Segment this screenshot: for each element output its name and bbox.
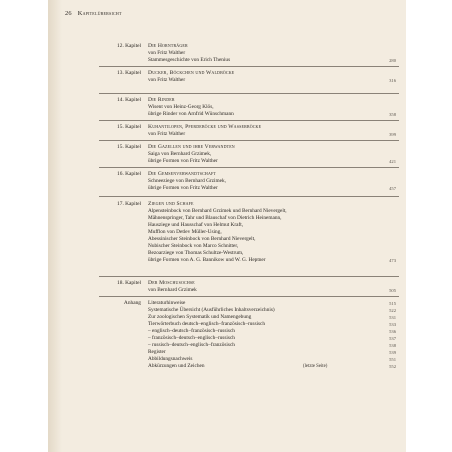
page-numbers [346,144,396,165]
entry-lines [148,201,376,264]
entry-line: Tierwörterbuch deutsch–englisch–französisch–russisch [148,321,266,327]
entry-line: übrige Formen von Fritz Walther [148,158,218,164]
page-number-ref [346,250,396,257]
chapter-title: Die Gazellen und ihre Verwandten [148,144,235,150]
entry-line: Bezoarziege von Thomas Schultze-Westrum, [148,250,244,256]
page-number-ref [346,70,396,77]
page-number-ref [346,215,396,222]
page-numbers [346,201,396,264]
entry-line: von Fritz Walther [148,77,186,83]
chapter-title: Der Moschusochse [148,280,195,286]
page-numbers [346,43,396,64]
entry-line: Hausziege und Hausschaf von Helmut Kraft, [148,222,244,228]
page-number-ref: 358 [389,112,396,117]
section-divider [99,120,399,121]
entry-line: Literaturhinweise [148,300,186,306]
entry-line: Systematische Übersicht (Ausführliches Inhaltsverzeichnis) [148,307,275,313]
chapter-label: 15. Kapitel [117,144,141,150]
entry-line: Mähnenspringer, Tahr und Blauschaf von Dietrich Heinemann, [148,215,282,221]
page-number-ref [346,151,396,158]
entry-line: Nubischer Steinbock von Marco Schnitter, [148,243,239,249]
page-number-ref [346,144,396,151]
page-numbers [346,70,396,84]
section-divider [99,140,399,141]
entry-line: Schneeziege von Bernhard Grzimek, [148,178,226,184]
section-divider [99,276,399,277]
page-number-ref: 515 [389,301,396,306]
entry-line: übrige Rinder von Arnfrid Wünschmann [148,111,234,117]
section-divider [99,93,399,94]
page-number-ref: 316 [389,78,396,83]
page-numbers [346,280,396,294]
entry-line: übrige Formen von Fritz Walther [148,185,218,191]
entry-line: von Fritz Walther [148,131,186,137]
chapter-title: Kuhantilopen, Pferdeböcke und Wasserböcke [148,124,262,130]
entry-lines [148,70,376,84]
chapter-label: 16. Kapitel [117,171,141,177]
entry-line: Saiga von Bernhard Grzimek, [148,151,212,157]
entry-line: Stammesgeschichte von Erich Thenius [148,57,231,63]
chapter-title: Ducker, Böckchen und Waldböcke [148,70,235,76]
page-number-ref [346,208,396,215]
chapter-label: 14. Kapitel [117,97,141,103]
page-numbers [346,171,396,192]
page-number-ref [346,229,396,236]
chapter-title: Ziegen und Schafe [148,201,194,207]
page-number-ref: 505 [389,288,396,293]
section-divider [99,66,399,67]
entry-line: Register [148,349,166,355]
page-number-ref [346,124,396,131]
entry-lines [148,280,376,294]
page-number-ref: 457 [389,186,396,191]
page-number-ref [346,280,396,287]
running-title: Kapitelübersicht [77,10,122,17]
entry-line: – russisch–deutsch–englisch–französisch [148,342,235,348]
chapter-title: Die Gemsenverwandtschaft [148,171,216,177]
chapter-title: Die Hornträger [148,43,188,49]
entry-line: übrige Formen von A. G. Bannikow und W. G. Heptner [148,257,266,263]
page-number-ref: 531 [389,315,396,320]
section-divider [99,167,399,168]
page-header [65,10,122,17]
page-number-ref [346,243,396,250]
entry-line: Mufflon von Detlev Müller-Using, [148,229,222,235]
page-numbers [346,97,396,118]
section-divider [99,296,399,297]
page-number-ref [346,201,396,208]
page-number-ref: 552 [389,364,396,369]
chapter-label: 13. Kapitel [117,70,141,76]
entry-line: – englisch–deutsch–französisch–russisch [148,328,235,334]
page-number-ref: 538 [389,343,396,348]
page-number-ref [346,171,396,178]
entry-line: Abkürzungen und Zeichen [148,363,205,369]
entry-line: Abbildungsnachweis [148,356,193,362]
chapter-label: 17. Kapitel [117,201,141,207]
chapter-label: 12. Kapitel [117,43,141,49]
entry-lines [148,144,376,165]
entry-lines [148,97,376,118]
entry-line: Alpensteinbock von Bernhard Grzimek und Bernhard Nievergelt, [148,208,287,214]
entry-line: von Bernhard Grzimek [148,287,197,293]
page-gutter-shadow [48,0,62,452]
page-number-ref: 533 [389,322,396,327]
page-number-ref [346,222,396,229]
chapter-label: Anhang [123,300,141,306]
entry-line: Abessinischer Steinbock von Bernhard Nievergelt, [148,236,256,242]
chapter-label: 18. Kapitel [117,280,141,286]
page-number-ref: 280 [389,58,396,63]
entry-lines [148,124,376,138]
section-divider [99,196,399,197]
page-number-ref: 522 [389,308,396,313]
page-number-ref: 551 [389,357,396,362]
entry-lines [148,300,376,370]
page-number-ref: 536 [389,329,396,334]
entry-line: von Fritz Walther [148,50,186,56]
entry-line: Zur zoologischen Systematik und Namengebung [148,314,252,320]
page-number-ref: 399 [389,132,396,137]
page-number-ref [346,178,396,185]
chapter-title: Die Rinder [148,97,175,103]
page-number-ref [346,43,396,50]
chapter-label: 15. Kapitel [117,124,141,130]
page-numbers [346,300,396,370]
page-number-ref [346,50,396,57]
entry-line: Wisent von Heinz-Georg Klös, [148,104,214,110]
page-number-ref: 421 [389,159,396,164]
page-number-ref [346,97,396,104]
last-page-note: (letzte Seite) [303,364,328,369]
page-number-ref [346,104,396,111]
page-number: 26 [65,10,72,17]
book-page [48,0,406,452]
entry-line: – französisch–deutsch–englisch–russisch [148,335,235,341]
entry-lines [148,171,376,192]
page-number-ref [346,236,396,243]
page-number-ref: 539 [389,350,396,355]
page-numbers [346,124,396,138]
page-number-ref: 473 [389,258,396,263]
page-number-ref: 537 [389,336,396,341]
entry-lines [148,43,376,64]
